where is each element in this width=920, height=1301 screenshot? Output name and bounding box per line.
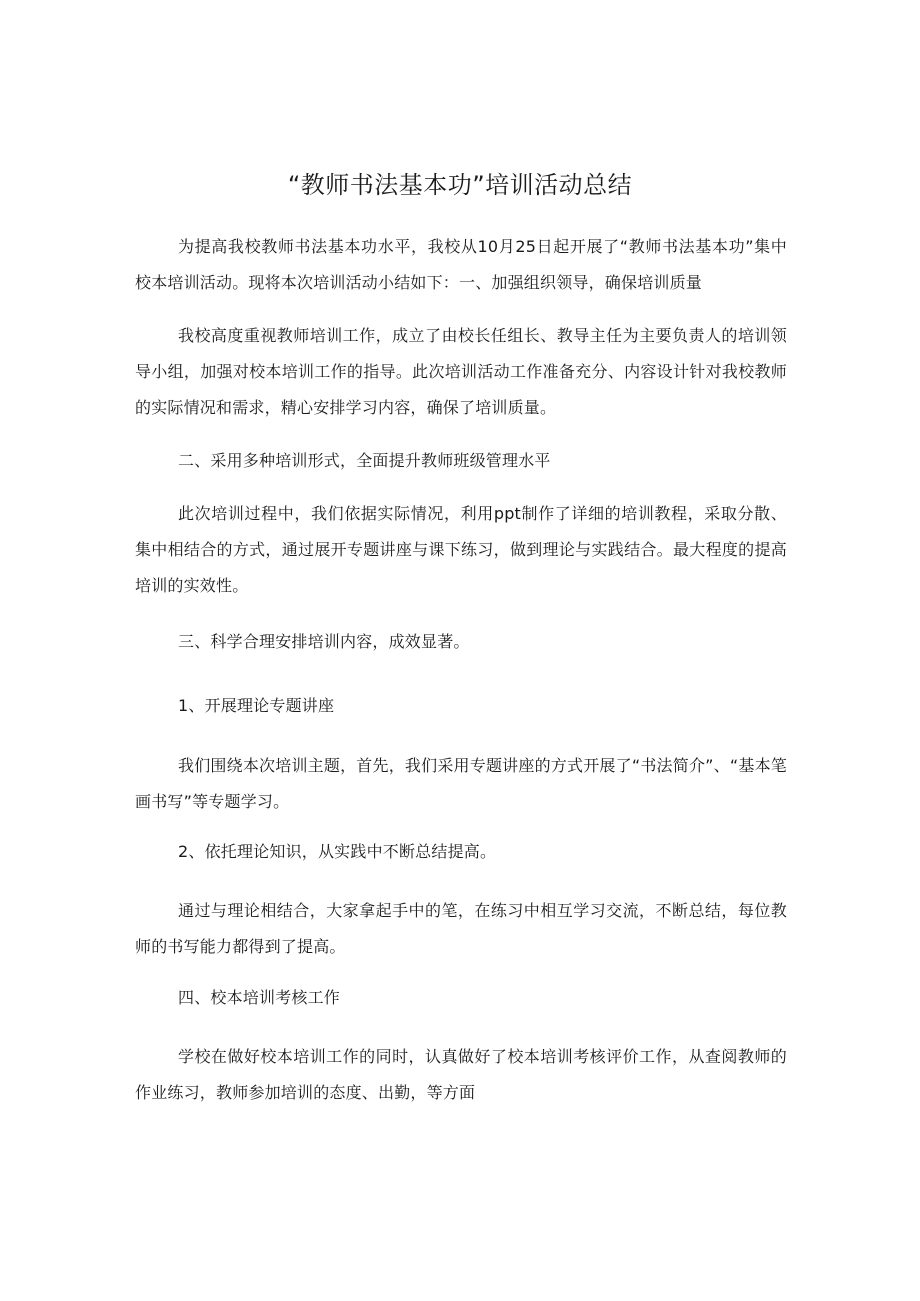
paragraph-assessment: 学校在做好校本培训工作的同时，认真做好了校本培训考核评价工作，从查阅教师的作业练习，教师参加培训的态度、出勤，等方面 (135, 1047, 787, 1102)
paragraph-training-forms: 此次培训过程中，我们依据实际情况，利用ppt制作了详细的培训教程，采取分散、集中相结合的方式，通过展开专题讲座与课下练习，做到理论与实践结合。最大程度的提高培训的实效性。 (135, 504, 787, 595)
heading-section-three: 三、科学合理安排培训内容，成效显著。 (178, 632, 470, 651)
document-title: “教师书法基本功”培训活动总结 (287, 171, 633, 199)
paragraph-practice: 通过与理论相结合，大家拿起手中的笔，在练习中相互学习交流，不断总结，每位教师的书写能力都得到了提高。 (135, 901, 787, 956)
heading-item-two: 2、依托理论知识，从实践中不断总结提高。 (178, 842, 497, 861)
heading-section-four: 四、校本培训考核工作 (178, 988, 341, 1007)
heading-item-one: 1、开展理论专题讲座 (178, 696, 335, 715)
paragraph-intro: 为提高我校教师书法基本功水平，我校从10月25日起开展了“教师书法基本功”集中校本培训活动。现将本次培训活动小结如下：一、加强组织领导，确保培训质量 (135, 237, 787, 292)
paragraph-organization: 我校高度重视教师培训工作，成立了由校长任组长、教导主任为主要负责人的培训领导小组，加强对校本培训工作的指导。此次培训活动工作准备充分、内容设计针对我校教师的实际情况和需求，精心安排学习内容，确保了培训质量。 (135, 326, 787, 417)
heading-section-two: 二、采用多种培训形式，全面提升教师班级管理水平 (178, 451, 551, 470)
paragraph-lectures: 我们围绕本次培训主题，首先，我们采用专题讲座的方式开展了“书法简介”、“基本笔画书写”等专题学习。 (135, 756, 787, 811)
